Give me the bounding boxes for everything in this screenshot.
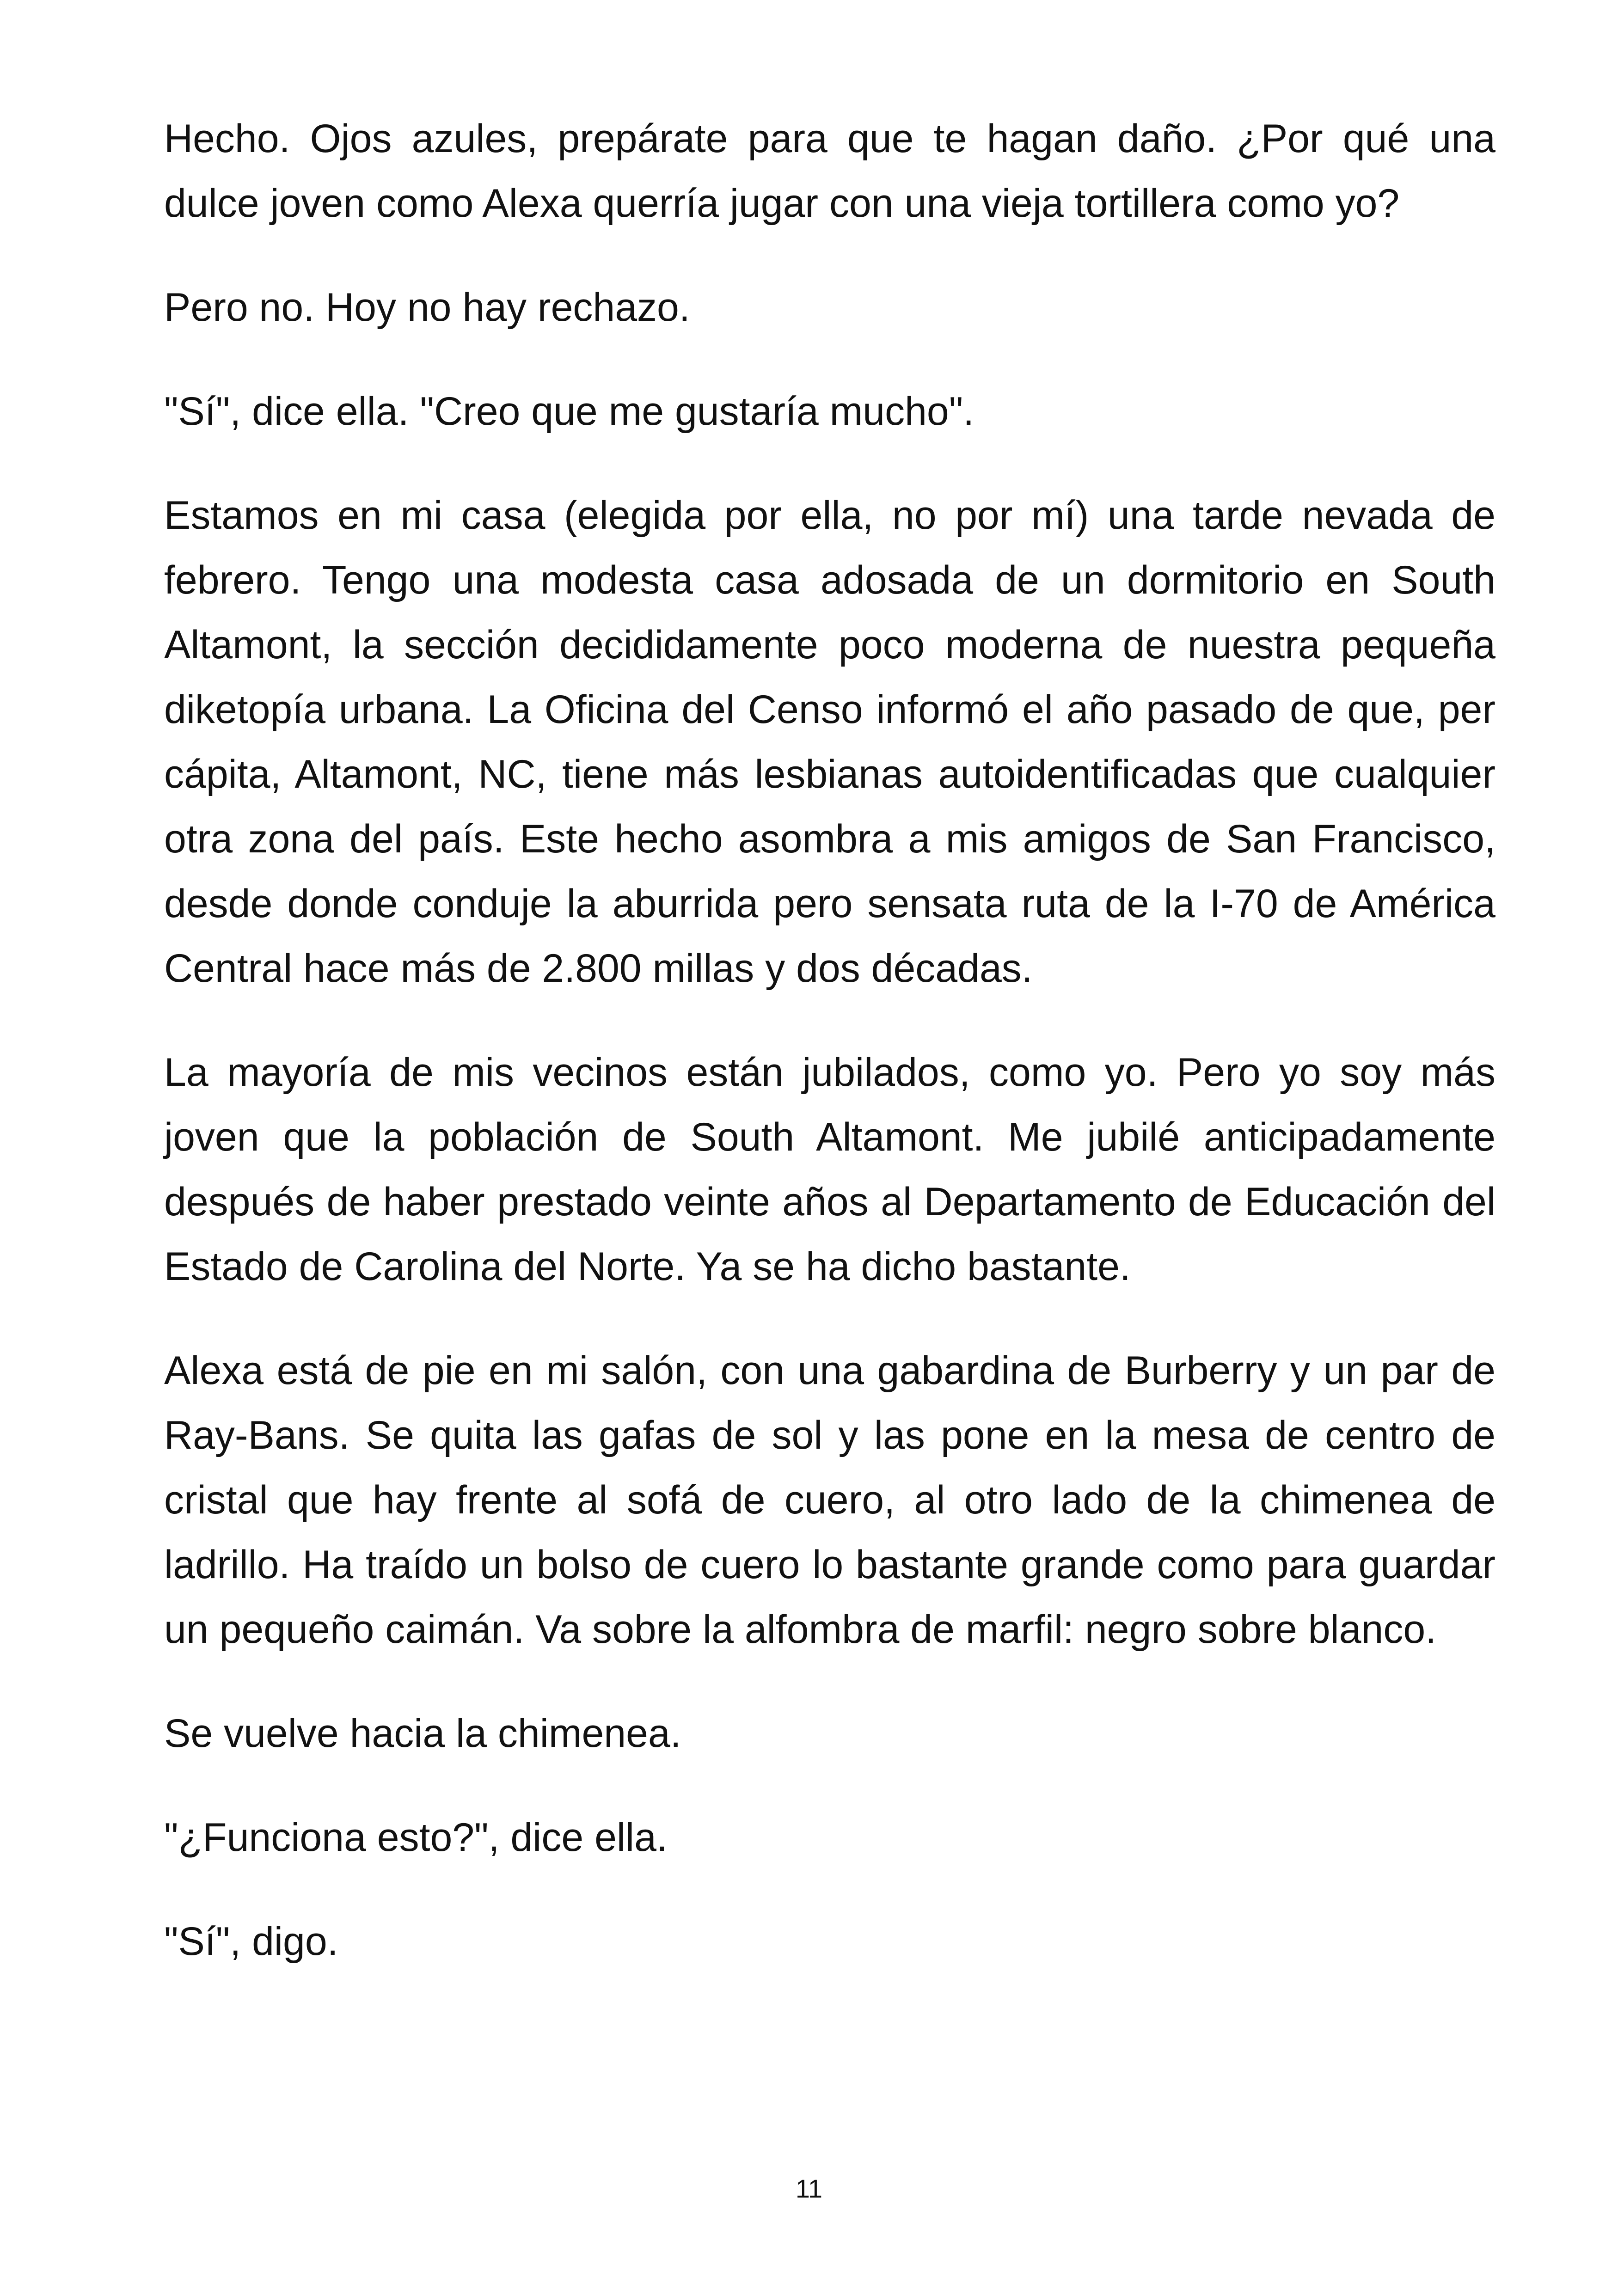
paragraph-2: Pero no. Hoy no hay rechazo. [164,285,690,330]
paragraph-3: "Sí", dice ella. "Creo que me gustaría mucho". [164,389,974,434]
paragraph-9: "Sí", digo. [164,1919,338,1964]
paragraph-8: "¿Funciona esto?", dice ella. [164,1815,668,1860]
body-text [164,106,1495,2013]
paragraph-7: Se vuelve hacia la chimenea. [164,1711,681,1756]
paragraph-4: Estamos en mi casa (elegida por ella, no por mí) una tarde nevada de febrero. Tengo una modesta casa adosada de un dormitorio en South Altamont, la sección decididamente poco moderna de nuestra pequeña diketopía urbana. La Oficina del Censo informó el año pasado de que, per cápita, Altamont, NC, tiene más lesbianas autoidentificadas que cualquier otra zona del país. Este hecho asombra a mis amigos de San Francisco, desde donde conduje la aburrida pero sensata ruta de la I-70 de América Central hace más de 2.800 millas y dos décadas. [164,493,1495,991]
paragraph-5: La mayoría de mis vecinos están jubilados, como yo. Pero yo soy más joven que la población de South Altamont. Me jubilé anticipadamente después de haber prestado veinte años al Departamento de Educación del Estado de Carolina del Norte. Ya se ha dicho bastante. [164,1050,1495,1289]
page-number: 11 [795,2174,823,2203]
paragraph-6: Alexa está de pie en mi salón, con una gabardina de Burberry y un par de Ray-Bans. Se quita las gafas de sol y las pone en la mesa de centro de cristal que hay frente al sofá de cuero, al otro lado de la chimenea de ladrillo. Ha traído un bolso de cuero lo bastante grande como para guardar un pequeño caimán. Va sobre la alfombra de marfil: negro sobre blanco. [164,1348,1495,1652]
paragraph-1: Hecho. Ojos azules, prepárate para que te hagan daño. ¿Por qué una dulce joven como Alexa querría jugar con una vieja tortillera como yo? [164,116,1495,226]
